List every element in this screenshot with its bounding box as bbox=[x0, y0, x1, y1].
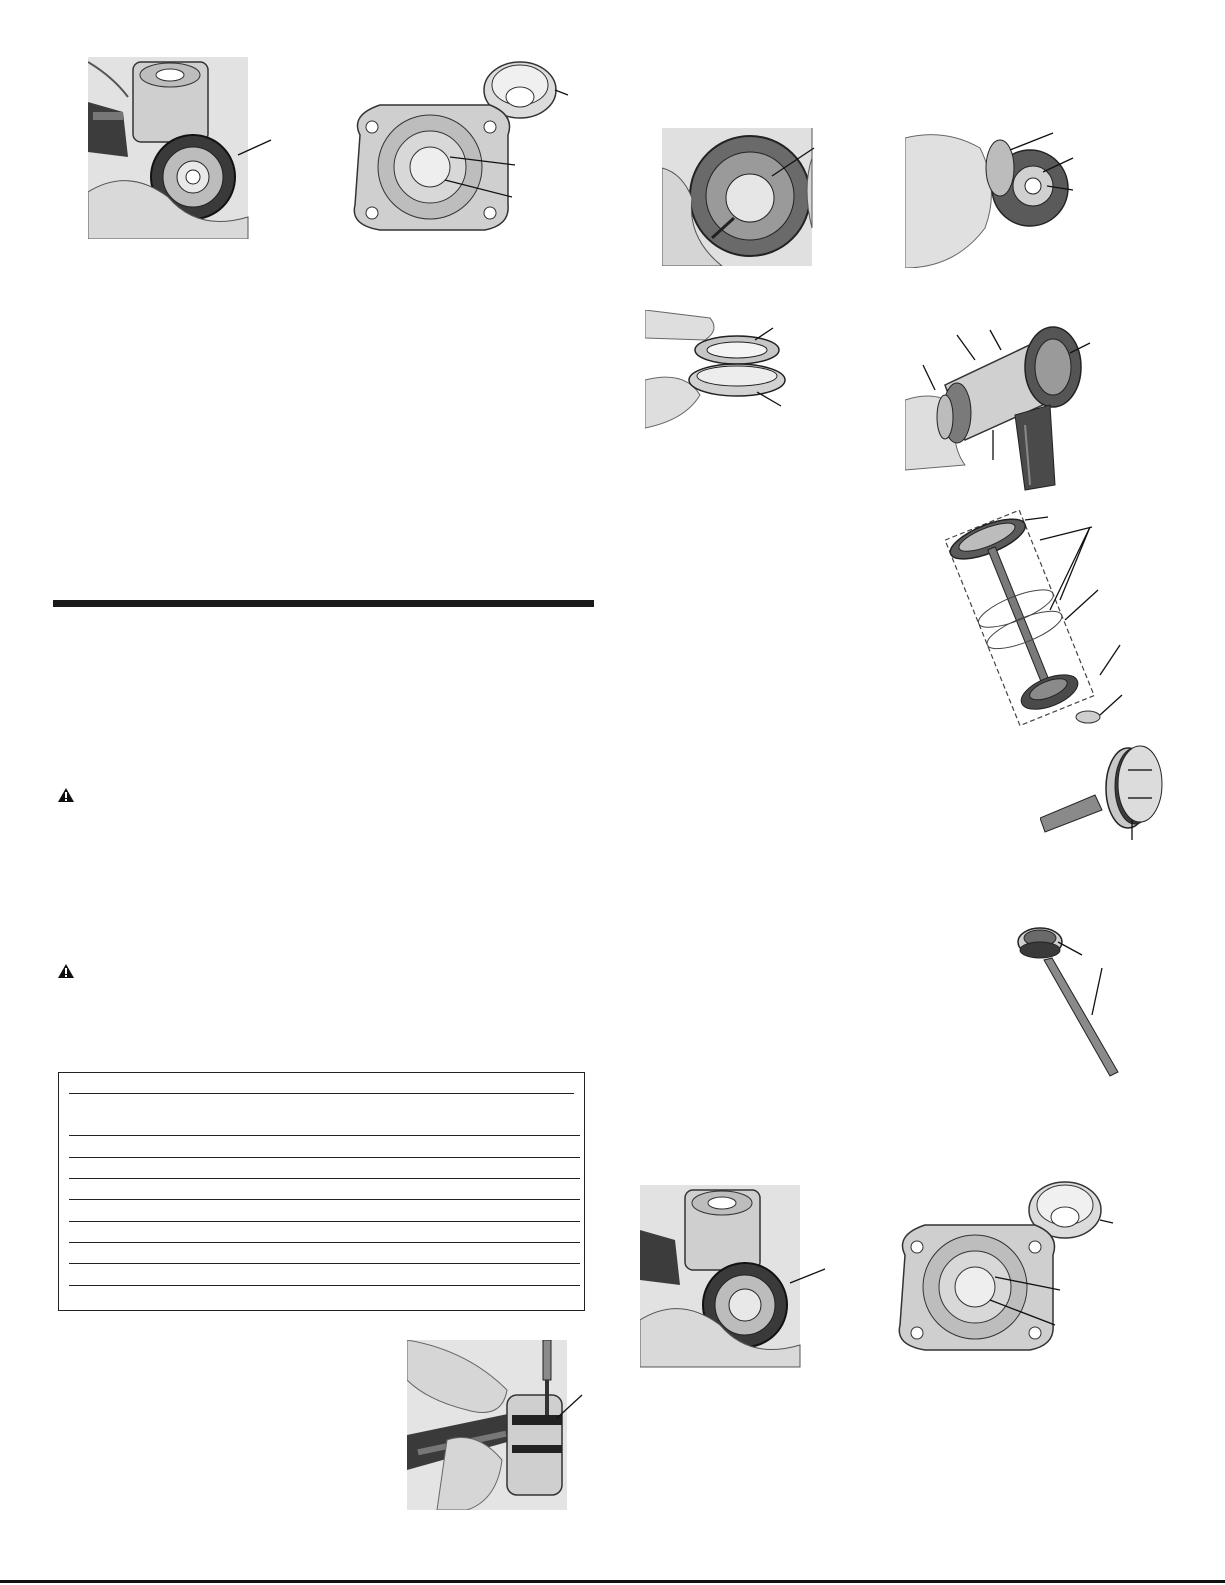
figure-cap-parts-2 bbox=[885, 1175, 1115, 1370]
figure-hand-removing-cap bbox=[88, 57, 288, 239]
figure-hand-seal bbox=[905, 128, 1085, 268]
parts-table bbox=[58, 1072, 585, 1311]
figure-cap-parts bbox=[340, 55, 570, 245]
section-divider bbox=[53, 600, 594, 607]
table-row-line bbox=[69, 1285, 580, 1286]
warning-icon bbox=[57, 963, 75, 979]
table-row-line bbox=[69, 1093, 574, 1094]
figure-exploded-cylinder bbox=[940, 505, 1140, 730]
figure-piston-head bbox=[1040, 740, 1180, 840]
figure-cylinder-assembly bbox=[905, 305, 1095, 495]
table-row-line bbox=[69, 1263, 580, 1264]
table-row-line bbox=[69, 1199, 580, 1200]
table-row-line bbox=[69, 1157, 580, 1158]
figure-piston-driver bbox=[1010, 920, 1130, 1080]
page-bottom-rule bbox=[0, 1580, 1225, 1583]
table-row-line bbox=[69, 1221, 580, 1222]
warning-icon bbox=[57, 787, 75, 803]
table-row-line bbox=[69, 1178, 580, 1179]
table-row-line bbox=[69, 1135, 580, 1136]
table-row-line bbox=[69, 1242, 580, 1243]
figure-cap-back bbox=[662, 128, 832, 266]
figure-seal-rings bbox=[645, 310, 790, 432]
figure-hand-removing-cap-2 bbox=[640, 1185, 840, 1370]
figure-screwdriver-cap-screw bbox=[407, 1340, 597, 1510]
